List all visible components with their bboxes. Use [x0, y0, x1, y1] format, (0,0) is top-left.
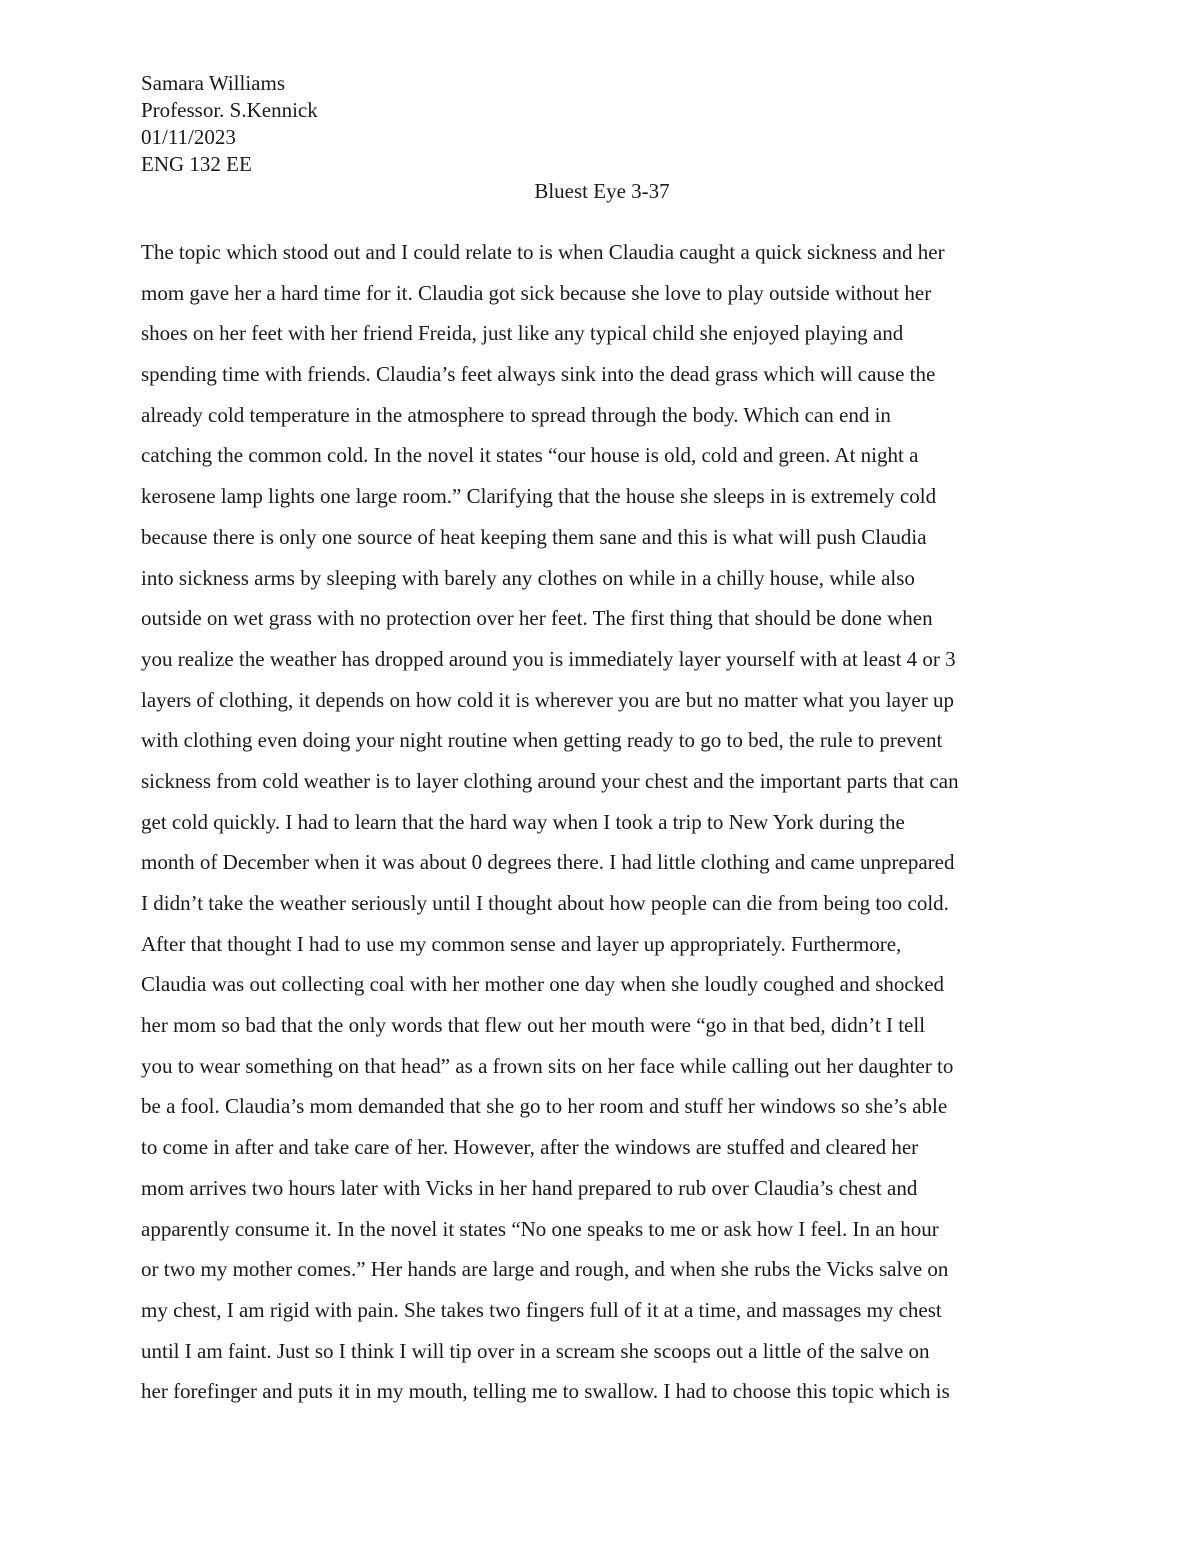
author-name: Samara Williams [141, 71, 285, 95]
body-line: until I am faint. Just so I think I will tip over in a scream she scoops out a little of the salve on [141, 1338, 930, 1363]
body-line: mom gave her a hard time for it. Claudia got sick because she love to play outside without her [141, 280, 932, 305]
professor-name: Professor. S.Kennick [141, 98, 318, 122]
body-line: The topic which stood out and I could relate to is when Claudia caught a quick sickness and her [141, 240, 945, 264]
body-line: I didn’t take the weather seriously until I thought about how people can die from being too cold. [141, 891, 949, 915]
body-line: or two my mother comes.” Her hands are large and rough, and when she rubs the Vicks salve on [141, 1257, 949, 1282]
body-line: you realize the weather has dropped around you is immediately layer yourself with at least 4 or 3 [141, 646, 956, 671]
body-line: month of December when it was about 0 degrees there. I had little clothing and came unprepared [141, 850, 955, 875]
body-line: kerosene lamp lights one large room.” Clarifying that the house she sleeps in is extremely cold [141, 484, 937, 509]
body-line: you to wear something on that head” as a frown sits on her face while calling out her daughter to [141, 1053, 954, 1078]
document-title: Bluest Eye 3-37 [534, 179, 670, 203]
body-paragraph [141, 232, 1071, 1412]
body-line: her forefinger and puts it in my mouth, telling me to swallow. I had to choose this topic which is [141, 1379, 950, 1404]
header-block [141, 70, 318, 178]
body-line: Claudia was out collecting coal with her mother one day when she loudly coughed and shocked [141, 972, 945, 997]
body-line: get cold quickly. I had to learn that the hard way when I took a trip to New York during the [141, 809, 905, 834]
body-line: layers of clothing, it depends on how cold it is wherever you are but no matter what you layer up [141, 687, 954, 712]
body-line: shoes on her feet with her friend Freida, just like any typical child she enjoyed playing and [141, 321, 904, 346]
body-line: sickness from cold weather is to layer clothing around your chest and the important parts that can [141, 768, 959, 793]
body-line: After that thought I had to use my common sense and layer up appropriately. Furthermore, [141, 931, 902, 956]
body-line: catching the common cold. In the novel it states “our house is old, cold and green. At night a [141, 443, 919, 468]
body-line: because there is only one source of heat keeping them sane and this is what will push Claudia [141, 524, 927, 549]
body-line: be a fool. Claudia’s mom demanded that she go to her room and stuff her windows so she’s able [141, 1094, 948, 1119]
body-line: my chest, I am rigid with pain. She takes two fingers full of it at a time, and massages my chest [141, 1297, 942, 1322]
body-line: outside on wet grass with no protection over her feet. The first thing that should be done when [141, 606, 933, 631]
body-line: already cold temperature in the atmosphere to spread through the body. Which can end in [141, 402, 891, 427]
document-date: 01/11/2023 [141, 125, 236, 149]
body-line: her mom so bad that the only words that flew out her mouth were “go in that bed, didn’t I tell [141, 1013, 926, 1038]
body-line: to come in after and take care of her. However, after the windows are stuffed and cleared her [141, 1135, 919, 1160]
body-line: into sickness arms by sleeping with barely any clothes on while in a chilly house, while also [141, 565, 915, 590]
course-code: ENG 132 EE [141, 152, 252, 176]
body-line: apparently consume it. In the novel it states “No one speaks to me or ask how I feel. In an hour [141, 1216, 939, 1241]
body-line: mom arrives two hours later with Vicks in her hand prepared to rub over Claudia’s chest and [141, 1175, 918, 1200]
body-line: with clothing even doing your night routine when getting ready to go to bed, the rule to prevent [141, 728, 943, 753]
body-line: spending time with friends. Claudia’s feet always sink into the dead grass which will cause the [141, 362, 936, 387]
